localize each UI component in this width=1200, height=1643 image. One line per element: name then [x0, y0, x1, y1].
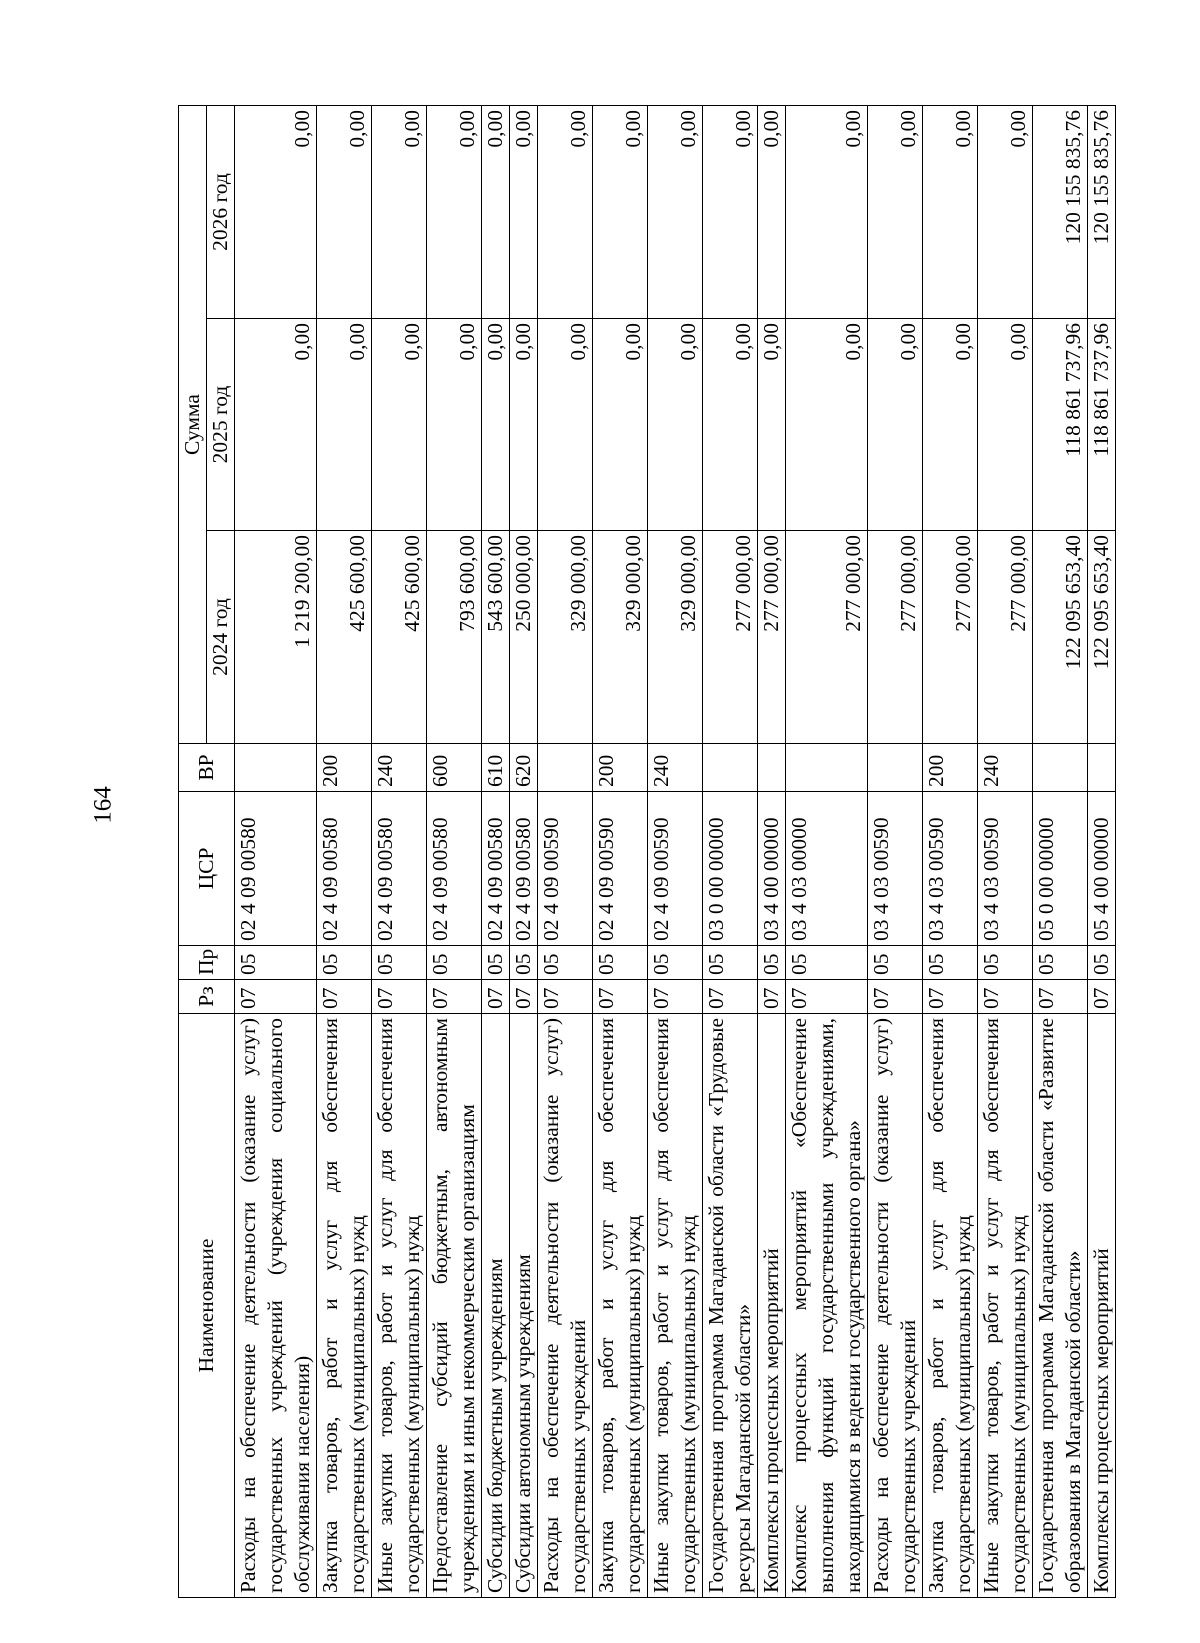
- cell-2025: 0,00: [758, 319, 786, 531]
- cell-rz: 07: [235, 980, 317, 1014]
- cell-rz: 07: [482, 980, 510, 1014]
- cell-csr: 02 4 09 00580: [317, 792, 372, 946]
- cell-vr: [1033, 744, 1088, 792]
- cell-2024: 122 095 653,40: [1033, 531, 1088, 744]
- budget-table: [178, 105, 1116, 1598]
- cell-2024: 1 219 200,00: [235, 531, 317, 744]
- cell-pr: 05: [786, 946, 868, 980]
- cell-rz: 07: [923, 980, 978, 1014]
- header-pr: Пр: [179, 946, 235, 980]
- cell-2024: 277 000,00: [786, 531, 868, 744]
- cell-csr: 02 4 09 00580: [510, 792, 538, 946]
- cell-csr: 02 4 09 00590: [648, 792, 703, 946]
- table-row: [703, 106, 758, 1598]
- cell-name: Расходы на обеспечение деятельности (оказание услуг) государственных учреждений: [538, 1014, 593, 1598]
- cell-2025: 0,00: [510, 319, 538, 531]
- cell-2026: 120 155 835,76: [1033, 106, 1088, 319]
- cell-pr: 05: [482, 946, 510, 980]
- cell-2024: 277 000,00: [758, 531, 786, 744]
- cell-pr: 05: [868, 946, 923, 980]
- table-row: [1088, 106, 1116, 1598]
- cell-2024: 250 000,00: [510, 531, 538, 744]
- cell-pr: 05: [1033, 946, 1088, 980]
- header-sum: Сумма: [179, 106, 207, 744]
- cell-2025: 0,00: [648, 319, 703, 531]
- cell-name: Закупка товаров, работ и услуг для обеспечения государственных (муниципальных) нужд: [923, 1014, 978, 1598]
- cell-pr: 05: [978, 946, 1033, 980]
- cell-2025: 0,00: [372, 319, 427, 531]
- cell-vr: 200: [317, 744, 372, 792]
- cell-name: Расходы на обеспечение деятельности (оказание услуг) государственных учреждений: [868, 1014, 923, 1598]
- cell-2025: 0,00: [786, 319, 868, 531]
- cell-rz: 07: [510, 980, 538, 1014]
- cell-name: Расходы на обеспечение деятельности (оказание услуг) государственных учреждений (учреждения социального обслуживания населения): [235, 1014, 317, 1598]
- cell-rz: 07: [538, 980, 593, 1014]
- cell-name: Комплексы процессных мероприятий: [1088, 1014, 1116, 1598]
- header-csr: ЦСР: [179, 792, 235, 946]
- cell-2026: 120 155 835,76: [1088, 106, 1116, 319]
- cell-pr: 05: [538, 946, 593, 980]
- cell-csr: 05 0 00 00000: [1033, 792, 1088, 946]
- cell-2024: 329 000,00: [648, 531, 703, 744]
- cell-rz: 07: [372, 980, 427, 1014]
- cell-rz: 07: [868, 980, 923, 1014]
- cell-2025: 118 861 737,96: [1088, 319, 1116, 531]
- cell-name: Иные закупки товаров, работ и услуг для обеспечения государственных (муниципальных) нужд: [648, 1014, 703, 1598]
- cell-vr: 200: [593, 744, 648, 792]
- cell-vr: [758, 744, 786, 792]
- cell-csr: 03 4 03 00000: [786, 792, 868, 946]
- cell-2024: 277 000,00: [703, 531, 758, 744]
- cell-name: Субсидии бюджетным учреждениям: [482, 1014, 510, 1598]
- cell-pr: 05: [923, 946, 978, 980]
- cell-2024: 277 000,00: [978, 531, 1033, 744]
- table-row: [593, 106, 648, 1598]
- cell-pr: 05: [317, 946, 372, 980]
- cell-rz: 07: [427, 980, 482, 1014]
- cell-rz: 07: [1088, 980, 1116, 1014]
- cell-rz: 07: [786, 980, 868, 1014]
- cell-name: Субсидии автономным учреждениям: [510, 1014, 538, 1598]
- cell-2026: 0,00: [317, 106, 372, 319]
- cell-2026: 0,00: [235, 106, 317, 319]
- page-number: 164: [89, 786, 117, 824]
- rotated-table-container: [178, 106, 1113, 1598]
- cell-vr: 200: [923, 744, 978, 792]
- table-row: [235, 106, 317, 1598]
- cell-2025: 0,00: [538, 319, 593, 531]
- cell-vr: 620: [510, 744, 538, 792]
- cell-2025: 0,00: [427, 319, 482, 531]
- cell-2024: 793 600,00: [427, 531, 482, 744]
- cell-pr: 05: [510, 946, 538, 980]
- cell-2025: 0,00: [235, 319, 317, 531]
- cell-vr: [786, 744, 868, 792]
- cell-vr: 600: [427, 744, 482, 792]
- cell-vr: 240: [978, 744, 1033, 792]
- table-row: [786, 106, 868, 1598]
- cell-2024: 329 000,00: [593, 531, 648, 744]
- cell-pr: 05: [1088, 946, 1116, 980]
- header-vr: ВР: [179, 744, 235, 792]
- cell-pr: 05: [427, 946, 482, 980]
- cell-csr: 02 4 09 00580: [482, 792, 510, 946]
- table-row: [1033, 106, 1088, 1598]
- cell-2024: 122 095 653,40: [1088, 531, 1116, 744]
- cell-2025: 0,00: [868, 319, 923, 531]
- cell-2025: 0,00: [593, 319, 648, 531]
- cell-2024: 277 000,00: [923, 531, 978, 744]
- cell-rz: 07: [1033, 980, 1088, 1014]
- cell-2024: 425 600,00: [372, 531, 427, 744]
- cell-pr: 05: [235, 946, 317, 980]
- cell-csr: 02 4 09 00580: [427, 792, 482, 946]
- cell-name: Закупка товаров, работ и услуг для обеспечения государственных (муниципальных) нужд: [317, 1014, 372, 1598]
- cell-2026: 0,00: [482, 106, 510, 319]
- cell-csr: 02 4 09 00580: [235, 792, 317, 946]
- cell-2026: 0,00: [703, 106, 758, 319]
- cell-2024: 543 600,00: [482, 531, 510, 744]
- cell-vr: [703, 744, 758, 792]
- table-row: [978, 106, 1033, 1598]
- cell-2026: 0,00: [648, 106, 703, 319]
- cell-name: Закупка товаров, работ и услуг для обеспечения государственных (муниципальных) нужд: [593, 1014, 648, 1598]
- header-2026: 2026 год: [207, 106, 235, 319]
- cell-name: Иные закупки товаров, работ и услуг для обеспечения государственных (муниципальных) нужд: [978, 1014, 1033, 1598]
- cell-name: Предоставление субсидий бюджетным, автономным учреждениям и иным некоммерческим организациям: [427, 1014, 482, 1598]
- cell-rz: 07: [648, 980, 703, 1014]
- table-row: [427, 106, 482, 1598]
- cell-2024: 425 600,00: [317, 531, 372, 744]
- cell-csr: 05 4 00 00000: [1088, 792, 1116, 946]
- cell-2025: 118 861 737,96: [1033, 319, 1088, 531]
- cell-2026: 0,00: [372, 106, 427, 319]
- cell-vr: 610: [482, 744, 510, 792]
- cell-csr: 02 4 09 00590: [538, 792, 593, 946]
- cell-pr: 05: [372, 946, 427, 980]
- table-row: [538, 106, 593, 1598]
- header-row: [179, 106, 207, 1598]
- cell-csr: 03 4 03 00590: [923, 792, 978, 946]
- cell-2024: 277 000,00: [868, 531, 923, 744]
- cell-2025: 0,00: [317, 319, 372, 531]
- cell-2026: 0,00: [593, 106, 648, 319]
- cell-rz: 07: [978, 980, 1033, 1014]
- cell-2026: 0,00: [510, 106, 538, 319]
- table-row: [372, 106, 427, 1598]
- cell-vr: [868, 744, 923, 792]
- cell-2025: 0,00: [923, 319, 978, 531]
- table-row: [868, 106, 923, 1598]
- cell-csr: 02 4 09 00590: [593, 792, 648, 946]
- cell-2024: 329 000,00: [538, 531, 593, 744]
- cell-csr: 03 4 00 00000: [758, 792, 786, 946]
- table-row: [317, 106, 372, 1598]
- cell-rz: 07: [703, 980, 758, 1014]
- cell-name: Государственная программа Магаданской области «Трудовые ресурсы Магаданской области»: [703, 1014, 758, 1598]
- cell-vr: [235, 744, 317, 792]
- cell-rz: 07: [758, 980, 786, 1014]
- cell-vr: 240: [648, 744, 703, 792]
- cell-name: Комплексы процессных мероприятий: [758, 1014, 786, 1598]
- cell-rz: 07: [317, 980, 372, 1014]
- cell-2026: 0,00: [978, 106, 1033, 319]
- table-row: [482, 106, 510, 1598]
- cell-pr: 05: [758, 946, 786, 980]
- table-row: [758, 106, 786, 1598]
- cell-pr: 05: [703, 946, 758, 980]
- cell-2026: 0,00: [786, 106, 868, 319]
- table-row: [648, 106, 703, 1598]
- cell-csr: 03 4 03 00590: [868, 792, 923, 946]
- cell-name: Комплекс процессных мероприятий «Обеспечение выполнения функций государственными учреждениями, находящимися в ведении государственного органа»: [786, 1014, 868, 1598]
- cell-name: Государственная программа Магаданской области «Развитие образования в Магаданской области»: [1033, 1014, 1088, 1598]
- cell-vr: [1088, 744, 1116, 792]
- cell-2026: 0,00: [427, 106, 482, 319]
- cell-vr: [538, 744, 593, 792]
- cell-2026: 0,00: [868, 106, 923, 319]
- cell-2025: 0,00: [482, 319, 510, 531]
- cell-pr: 05: [648, 946, 703, 980]
- table-body: [235, 106, 1116, 1598]
- header-name: Наименование: [179, 1014, 235, 1598]
- cell-2025: 0,00: [703, 319, 758, 531]
- cell-2026: 0,00: [923, 106, 978, 319]
- cell-2026: 0,00: [758, 106, 786, 319]
- table-row: [510, 106, 538, 1598]
- cell-csr: 03 0 00 00000: [703, 792, 758, 946]
- table-row: [923, 106, 978, 1598]
- header-2025: 2025 год: [207, 319, 235, 531]
- cell-rz: 07: [593, 980, 648, 1014]
- cell-name: Иные закупки товаров, работ и услуг для обеспечения государственных (муниципальных) нужд: [372, 1014, 427, 1598]
- cell-pr: 05: [593, 946, 648, 980]
- cell-vr: 240: [372, 744, 427, 792]
- cell-2026: 0,00: [538, 106, 593, 319]
- cell-2025: 0,00: [978, 319, 1033, 531]
- header-rz: Рз: [179, 980, 235, 1014]
- header-2024: 2024 год: [207, 531, 235, 744]
- cell-csr: 03 4 03 00590: [978, 792, 1033, 946]
- cell-csr: 02 4 09 00580: [372, 792, 427, 946]
